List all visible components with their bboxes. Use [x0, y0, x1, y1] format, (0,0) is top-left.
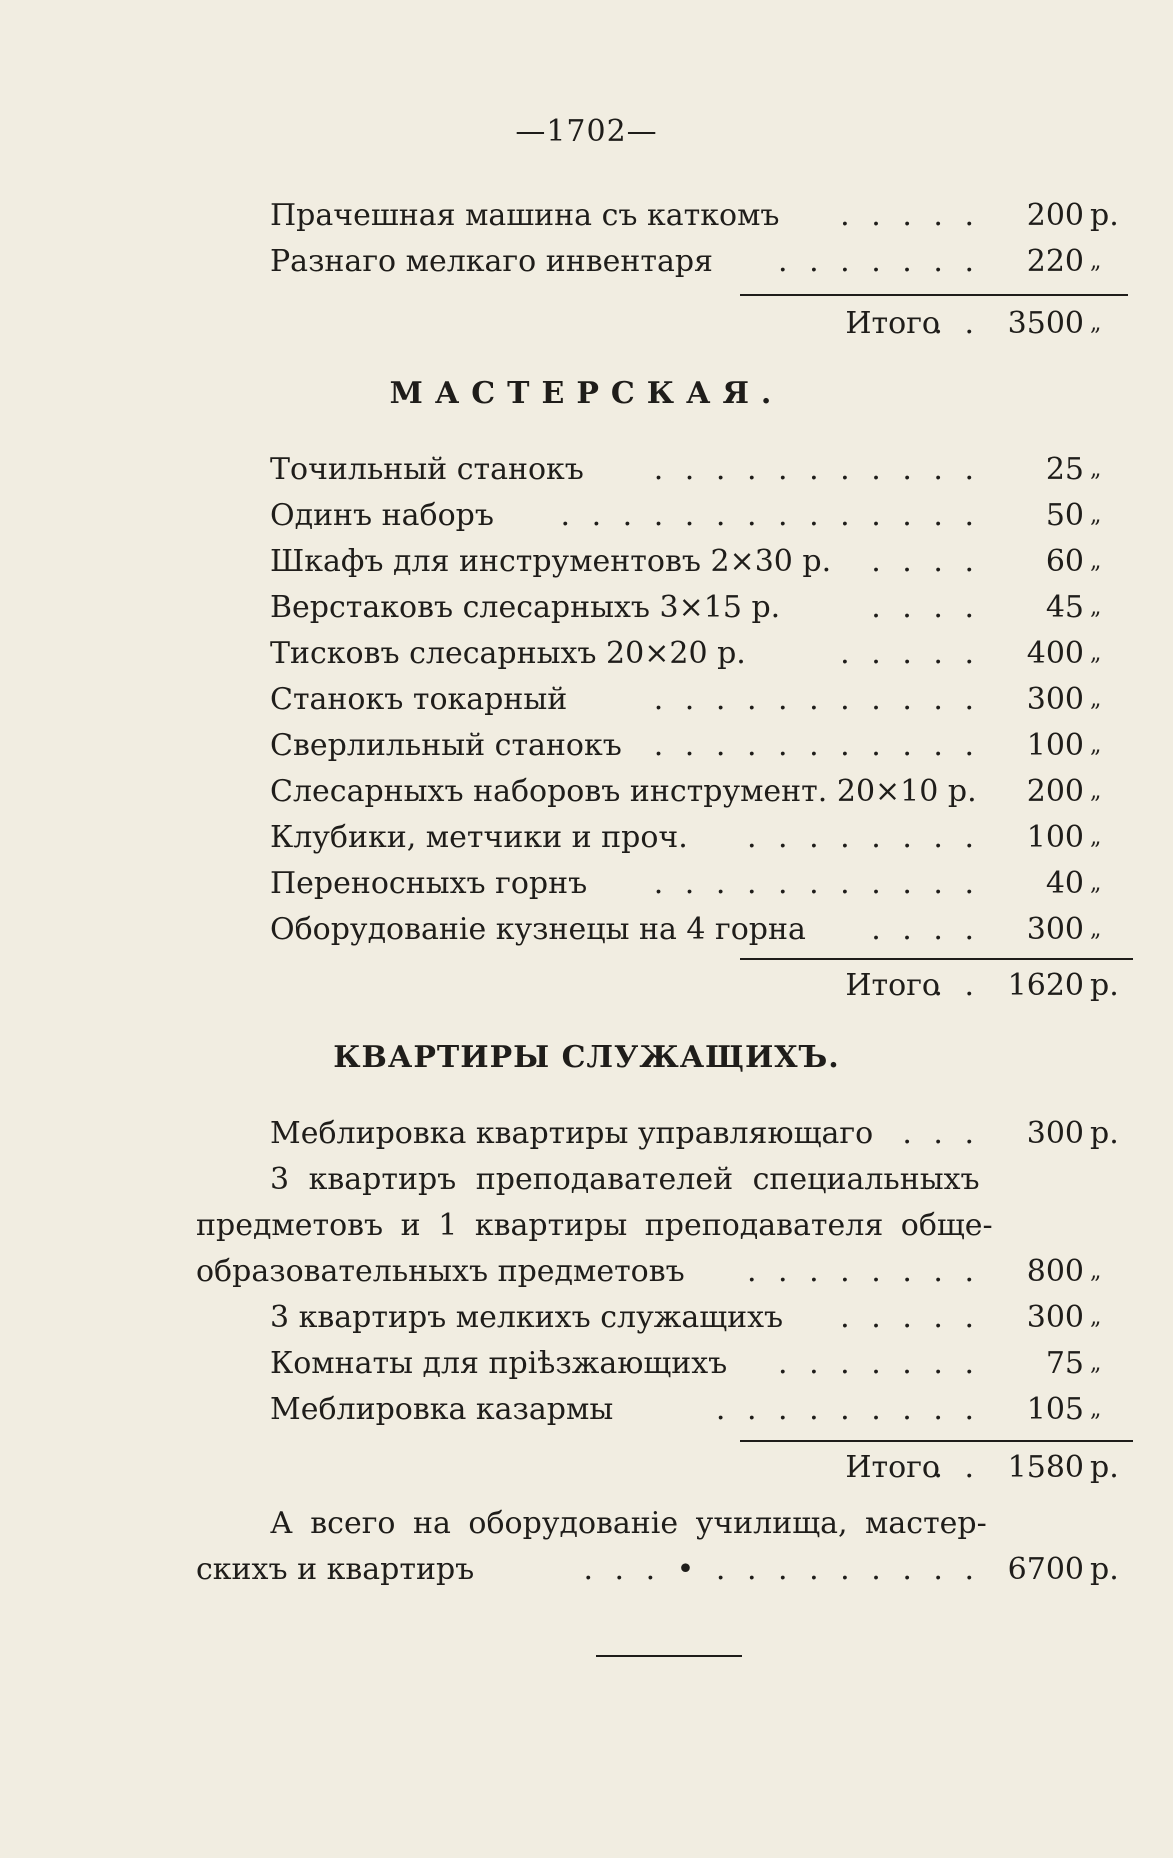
item-amount: 100 — [1026, 820, 1084, 855]
subtotal-unit: р. — [1090, 968, 1119, 1003]
item-unit: „ — [1090, 1305, 1102, 1330]
list-item — [270, 862, 1130, 906]
list-item — [270, 908, 1130, 952]
list-item — [270, 240, 1130, 284]
item-unit: „ — [1090, 1397, 1102, 1422]
item-label: Меблировка казармы — [270, 1392, 614, 1427]
grand-total-row — [196, 1548, 1130, 1592]
item-label: образовательныхъ предметовъ — [196, 1254, 685, 1289]
item-amount: 300 — [1026, 1116, 1084, 1151]
subtotal-label: Итого — [845, 306, 940, 341]
leader-dots: . . . . — [871, 912, 980, 947]
leader-dots: . . . . . . . . . . . — [653, 682, 980, 717]
list-item — [270, 816, 1130, 860]
grand-total-amount: 6700 — [1007, 1552, 1084, 1587]
leader-dots: . . . • . . . . . . . . . — [583, 1552, 980, 1587]
item-unit: „ — [1090, 641, 1102, 666]
item-label: 3 квартиръ мелкихъ служащихъ — [270, 1300, 784, 1335]
item-unit: „ — [1090, 825, 1102, 850]
item-label: Разнаго мелкаго инвентаря — [270, 244, 713, 279]
list-item — [270, 1388, 1130, 1432]
item-amount: 40 — [1045, 866, 1084, 901]
leader-dots: . . . . . . . . . . . — [653, 866, 980, 901]
item-amount: 300 — [1026, 1300, 1084, 1335]
paragraph-line: предметовъ и 1 квартиры преподавателя обще- — [196, 1208, 993, 1243]
list-item — [270, 724, 1130, 768]
list-item — [270, 494, 1130, 538]
leader-dots: . . . . . — [840, 198, 980, 233]
leader-dots: . . . . . . . . . . . — [653, 728, 980, 763]
item-unit: „ — [1090, 871, 1102, 896]
leader-dots: . . . . . . . . . . . . . . — [560, 498, 980, 533]
item-amount: 100 — [1026, 728, 1084, 763]
item-unit: „ — [1090, 687, 1102, 712]
item-amount: 300 — [1026, 682, 1084, 717]
subtotal-amount: 1580 — [1007, 1450, 1084, 1485]
leader-dots: . . . . . . . — [778, 244, 980, 279]
list-item — [270, 1296, 1130, 1340]
item-label: Тисковъ слесарныхъ 20×20 р. — [270, 636, 746, 671]
item-amount: 105 — [1026, 1392, 1084, 1427]
item-label: Клубики, метчики и проч. — [270, 820, 688, 855]
item-label: Меблировка квартиры управляющаго — [270, 1116, 874, 1151]
grand-total-unit: р. — [1090, 1552, 1119, 1587]
item-unit: р. — [1090, 1116, 1119, 1151]
leader-dots: . . — [933, 306, 980, 341]
list-item — [270, 632, 1130, 676]
list-item — [270, 540, 1130, 584]
subtotal-row — [270, 964, 1130, 1008]
leader-dots: . . . — [902, 1116, 980, 1151]
item-unit: р. — [1090, 198, 1119, 233]
leader-dots: . . — [933, 968, 980, 1003]
item-unit: „ — [1090, 733, 1102, 758]
subtotal-row — [270, 1446, 1130, 1490]
section-heading-staff-quarters: КВАРТИРЫ СЛУЖАЩИХЪ. — [333, 1040, 840, 1075]
subtotal-label: Итого — [845, 1450, 940, 1485]
item-unit: „ — [1090, 779, 1102, 804]
item-amount: 200 — [1026, 774, 1084, 809]
list-item — [270, 448, 1130, 492]
leader-dots: . . — [933, 1450, 980, 1485]
subtotal-label: Итого — [845, 968, 940, 1003]
item-unit: „ — [1090, 1351, 1102, 1376]
item-label: Станокъ токарный — [270, 682, 568, 717]
item-label: Прачешная машина съ каткомъ — [270, 198, 780, 233]
list-item — [270, 1342, 1130, 1386]
list-item — [270, 678, 1130, 722]
item-unit: „ — [1090, 595, 1102, 620]
item-label: Переносныхъ горнъ — [270, 866, 588, 901]
sum-rule — [740, 958, 1133, 960]
leader-dots: . . . . . . . . — [746, 1254, 980, 1289]
item-unit: „ — [1090, 503, 1102, 528]
leader-dots: . . . . . — [840, 636, 980, 671]
item-amount: 400 — [1026, 636, 1084, 671]
grand-total-line: А всего на оборудованіе училища, мастер- — [270, 1506, 987, 1541]
subtotal-unit: „ — [1090, 311, 1102, 336]
leader-dots: . . . . . — [840, 1300, 980, 1335]
item-label: Шкафъ для инструментовъ 2×30 р. — [270, 544, 832, 579]
item-unit: „ — [1090, 1259, 1102, 1284]
item-amount: 25 — [1045, 452, 1084, 487]
item-unit: „ — [1090, 249, 1102, 274]
sum-rule — [740, 1440, 1133, 1442]
item-label: Одинъ наборъ — [270, 498, 494, 533]
end-rule — [596, 1655, 742, 1657]
paragraph-line: 3 квартиръ преподавателей специальныхъ — [270, 1162, 980, 1197]
subtotal-row — [270, 302, 1130, 346]
list-item — [270, 1112, 1130, 1156]
item-label: Сверлильный станокъ — [270, 728, 622, 763]
subtotal-amount: 3500 — [1007, 306, 1084, 341]
list-item — [270, 194, 1130, 238]
item-amount: 60 — [1045, 544, 1084, 579]
section-heading-workshop: МАСТЕРСКАЯ. — [389, 376, 784, 411]
subtotal-unit: р. — [1090, 1450, 1119, 1485]
list-item — [270, 770, 1130, 814]
item-label: Комнаты для пріѣзжающихъ — [270, 1346, 728, 1381]
leader-dots: . . . . — [871, 590, 980, 625]
leader-dots: . . . . . . . — [778, 1346, 980, 1381]
leader-dots: . . . . — [871, 544, 980, 579]
item-unit: „ — [1090, 549, 1102, 574]
leader-dots: . . . . . . . . . — [715, 1392, 980, 1427]
page-number: —1702— — [515, 114, 658, 149]
item-label: Верстаковъ слесарныхъ 3×15 р. — [270, 590, 781, 625]
item-amount: 50 — [1045, 498, 1084, 533]
subtotal-amount: 1620 — [1007, 968, 1084, 1003]
item-amount: 75 — [1045, 1346, 1084, 1381]
leader-dots: . . . . . . . . . . . — [653, 452, 980, 487]
item-unit: „ — [1090, 457, 1102, 482]
item-label: Слесарныхъ наборовъ инструмент. 20×10 р. — [270, 774, 977, 809]
item-label: Точильный станокъ — [270, 452, 584, 487]
leader-dots: . . . . . . . . — [746, 820, 980, 855]
item-unit: „ — [1090, 917, 1102, 942]
grand-total-label: скихъ и квартиръ — [196, 1552, 475, 1587]
item-amount: 300 — [1026, 912, 1084, 947]
list-item — [196, 1250, 1130, 1294]
list-item — [270, 586, 1130, 630]
item-amount: 220 — [1026, 244, 1084, 279]
item-label: Оборудованіе кузнецы на 4 горна — [270, 912, 806, 947]
item-amount: 45 — [1045, 590, 1084, 625]
item-amount: 800 — [1026, 1254, 1084, 1289]
sum-rule — [740, 294, 1128, 296]
item-amount: 200 — [1026, 198, 1084, 233]
